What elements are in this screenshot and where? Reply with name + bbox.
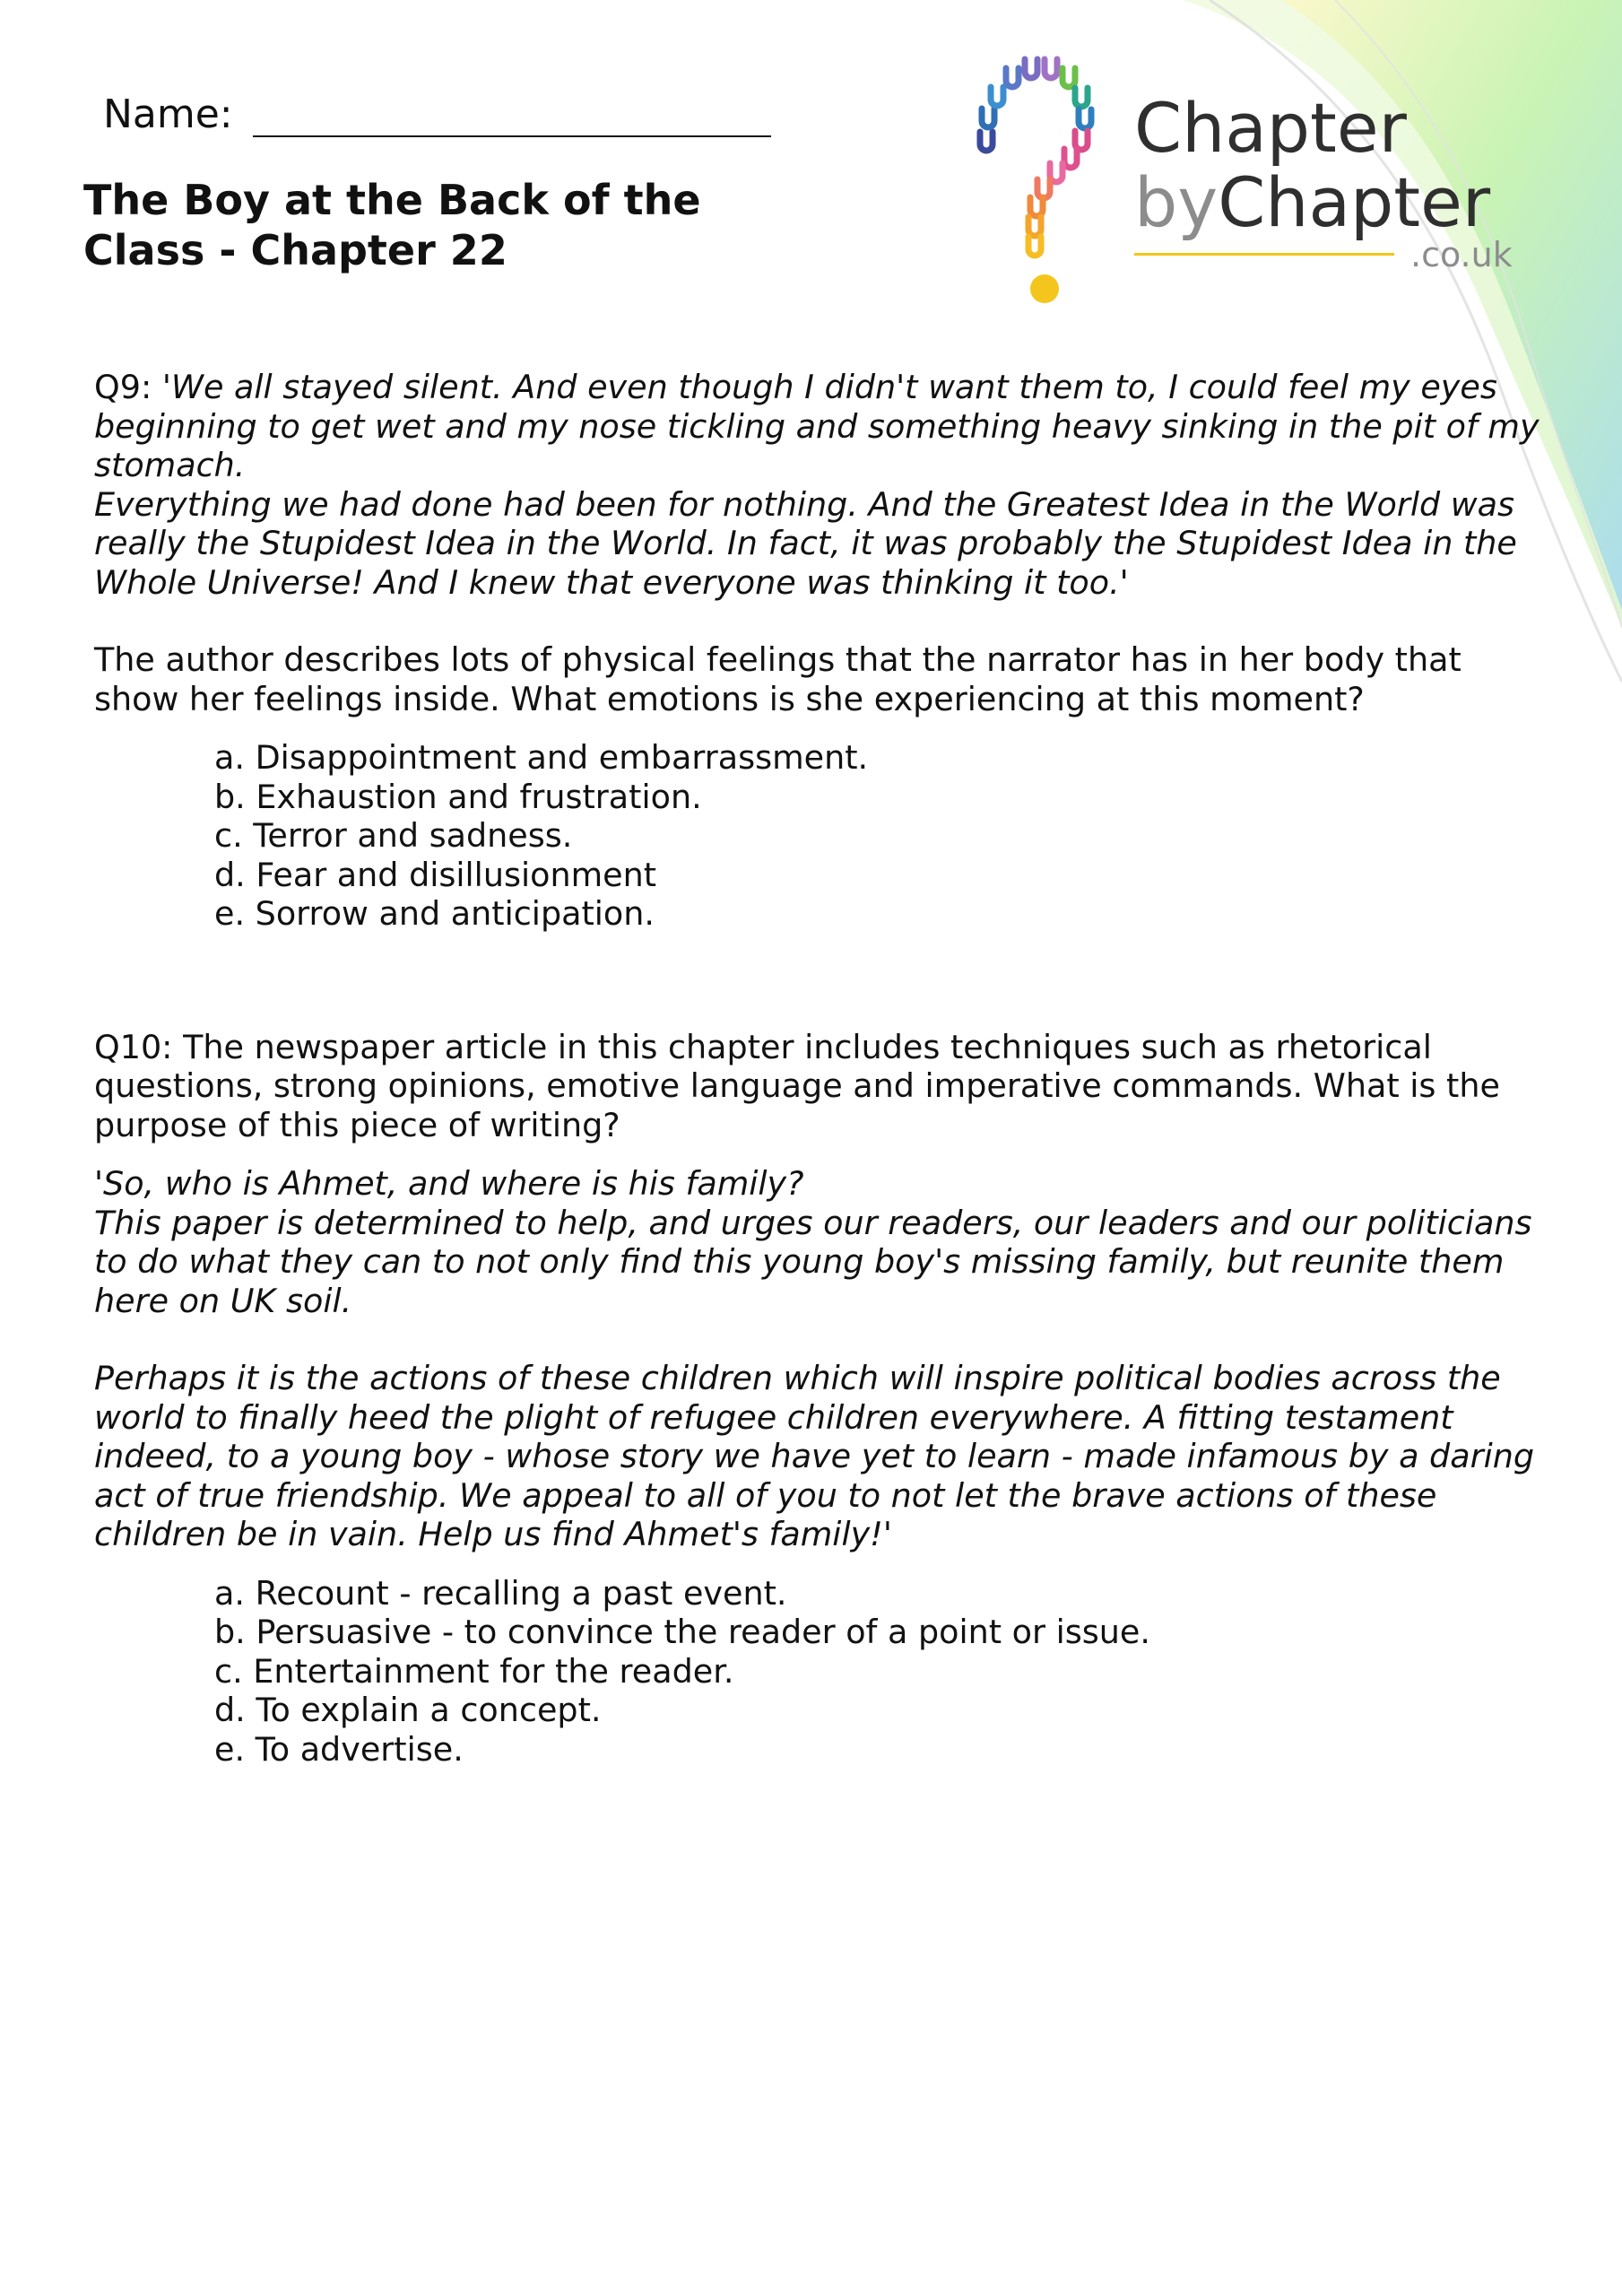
q9-option-e: e. Sorrow and anticipation.	[214, 894, 655, 933]
q10-quote-paragraph-2: Perhaps it is the actions of these children which will inspire political bodies across the world to finally heed the plight of refugee children everywhere. A fitting testament indeed, to a young boy - whose story we have yet to learn - made infamous by a daring act of true friendship. We appeal to all of you to not let the brave actions of these children be in vain. Help us find Ahmet's family!'	[94, 1359, 1535, 1553]
q10-option-b: b. Persuasive - to convince the reader of a point or issue.	[214, 1613, 1150, 1651]
q9-option-c: c. Terror and sadness.	[214, 816, 573, 855]
q9-prompt: The author describes lots of physical feelings that the narrator has in her body that show her feelings inside. What emotions is she experiencing at this moment?	[94, 640, 1462, 718]
q9-option-d: d. Fear and disillusionment	[214, 855, 657, 894]
q10-option-e: e. To advertise.	[214, 1729, 464, 1769]
document-title: The Boy at the Back of the Class - Chapter 22	[83, 176, 701, 274]
q10-prompt-text: The newspaper article in this chapter includes techniques such as rhetorical questions, strong opinions, emotive language and imperative commands. What is the purpose of this piece of writing?	[94, 1027, 1500, 1144]
q9-label: Q9:	[94, 368, 152, 406]
q10-option-c: c. Entertainment for the reader.	[214, 1651, 734, 1691]
logo-text-chapter-2: Chapter	[1218, 162, 1491, 242]
q10-label: Q10:	[94, 1027, 173, 1066]
q9-option-a: a. Disappointment and embarrassment.	[214, 738, 869, 777]
q10-quote-line-1: 'So, who is Ahmet, and where is his family?	[94, 1164, 804, 1203]
name-blank-line	[253, 94, 771, 137]
q10-prompt	[94, 1028, 1547, 1145]
logo-text-by: by	[1134, 162, 1219, 242]
q9-option-b: b. Exhaustion and frustration.	[214, 777, 702, 816]
chapter-by-chapter-logo	[964, 54, 1538, 314]
worksheet-content	[94, 368, 1547, 1769]
q10-option-d: d. To explain a concept.	[214, 1691, 602, 1729]
question-10	[94, 1028, 1547, 1770]
q10-quote-line-2: This paper is determined to help, and urges our readers, our leaders and our politicians to do what they can to not only find this young boy's missing family, but reunite them here on UK soil.	[94, 1203, 1532, 1320]
logo-domain: .co.uk	[1410, 235, 1513, 274]
q10-option-a: a. Recount - recalling a past event.	[214, 1573, 787, 1613]
logo-text-chapter: Chapter	[1134, 88, 1407, 168]
book-question-mark-icon	[964, 54, 1116, 314]
logo-text-by-chapter	[1134, 162, 1491, 242]
q9-quote-text-1: 'We all stayed silent. And even though I didn't want them to, I could feel my eyes beginning to get wet and my nose tickling and something heavy sinking in the pit of my stomach.	[94, 368, 1540, 484]
name-label: Name:	[103, 91, 233, 137]
q10-options	[94, 1574, 1547, 1770]
q9-quote-line-2: Everything we had done had been for nothing. And the Greatest Idea in the World was really the Stupidest Idea in the World. In fact, it was probably the Stupidest Idea in the Whole Universe! And I knew that everyone was thinking it too.'	[94, 484, 1517, 602]
q9-quote-line-1	[94, 368, 1547, 485]
q9-options	[94, 738, 1547, 934]
question-9	[94, 368, 1547, 934]
logo-underline	[1134, 253, 1394, 256]
name-field	[103, 91, 771, 137]
